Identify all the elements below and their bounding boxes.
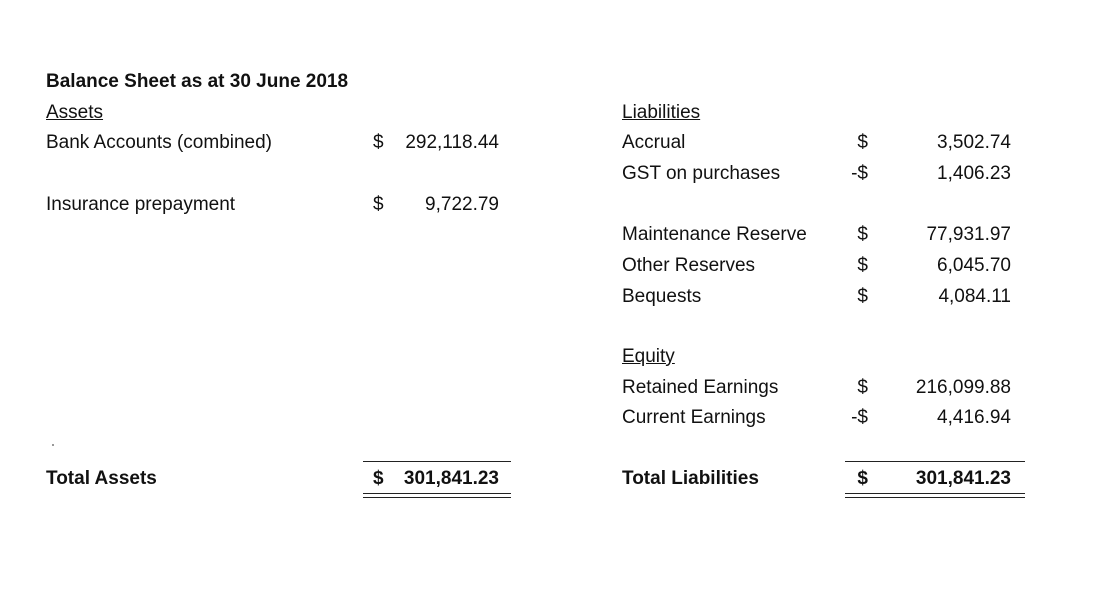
scan-speck	[52, 444, 54, 446]
asset-currency-bank-accounts: $	[373, 132, 384, 153]
liability-amount-bequests: 4,084.11	[938, 286, 1011, 307]
assets-heading: Assets	[46, 102, 104, 123]
total-liabilities-label: Total Liabilities	[622, 468, 759, 489]
liability-label-other-reserves: Other Reserves	[622, 255, 756, 276]
total-assets-currency: $	[373, 468, 384, 489]
total-assets-double-rule-2	[363, 497, 511, 498]
total-assets-label: Total Assets	[46, 468, 157, 489]
liability-amount-accrual: 3,502.74	[937, 132, 1011, 153]
asset-label-insurance-prepayment: Insurance prepayment	[46, 194, 236, 215]
equity-currency-current-earnings: -$	[851, 407, 868, 428]
asset-label-bank-accounts: Bank Accounts (combined)	[46, 132, 273, 153]
equity-currency-retained-earnings: $	[857, 377, 868, 398]
asset-amount-bank-accounts: 292,118.44	[405, 132, 499, 153]
liability-amount-maintenance-reserve: 77,931.97	[926, 224, 1011, 245]
total-assets-double-rule-1	[363, 493, 511, 494]
liability-label-bequests: Bequests	[622, 286, 702, 307]
liability-label-gst: GST on purchases	[622, 163, 781, 184]
total-liabilities-double-rule-1	[845, 493, 1025, 494]
equity-amount-current-earnings: 4,416.94	[937, 407, 1011, 428]
total-liabilities-currency: $	[857, 468, 868, 489]
liability-currency-maintenance-reserve: $	[857, 224, 868, 245]
liability-currency-other-reserves: $	[857, 255, 868, 276]
total-liabilities-top-rule	[845, 461, 1025, 462]
total-liabilities-double-rule-2	[845, 497, 1025, 498]
total-assets-amount: 301,841.23	[403, 468, 499, 489]
equity-label-retained-earnings: Retained Earnings	[622, 377, 779, 398]
page-title: Balance Sheet as at 30 June 2018	[46, 71, 349, 92]
liability-label-maintenance-reserve: Maintenance Reserve	[622, 224, 807, 245]
total-liabilities-amount: 301,841.23	[915, 468, 1011, 489]
liability-amount-gst: 1,406.23	[937, 163, 1011, 184]
equity-label-current-earnings: Current Earnings	[622, 407, 766, 428]
liability-label-accrual: Accrual	[622, 132, 686, 153]
liabilities-heading: Liabilities	[622, 102, 701, 123]
liability-currency-accrual: $	[857, 132, 868, 153]
asset-amount-insurance-prepayment: 9,722.79	[425, 194, 499, 215]
liability-currency-bequests: $	[857, 286, 868, 307]
asset-currency-insurance-prepayment: $	[373, 194, 384, 215]
liability-amount-other-reserves: 6,045.70	[937, 255, 1011, 276]
total-assets-top-rule	[363, 461, 511, 462]
liability-currency-gst: -$	[851, 163, 868, 184]
equity-amount-retained-earnings: 216,099.88	[915, 377, 1011, 398]
equity-heading: Equity	[622, 346, 675, 367]
